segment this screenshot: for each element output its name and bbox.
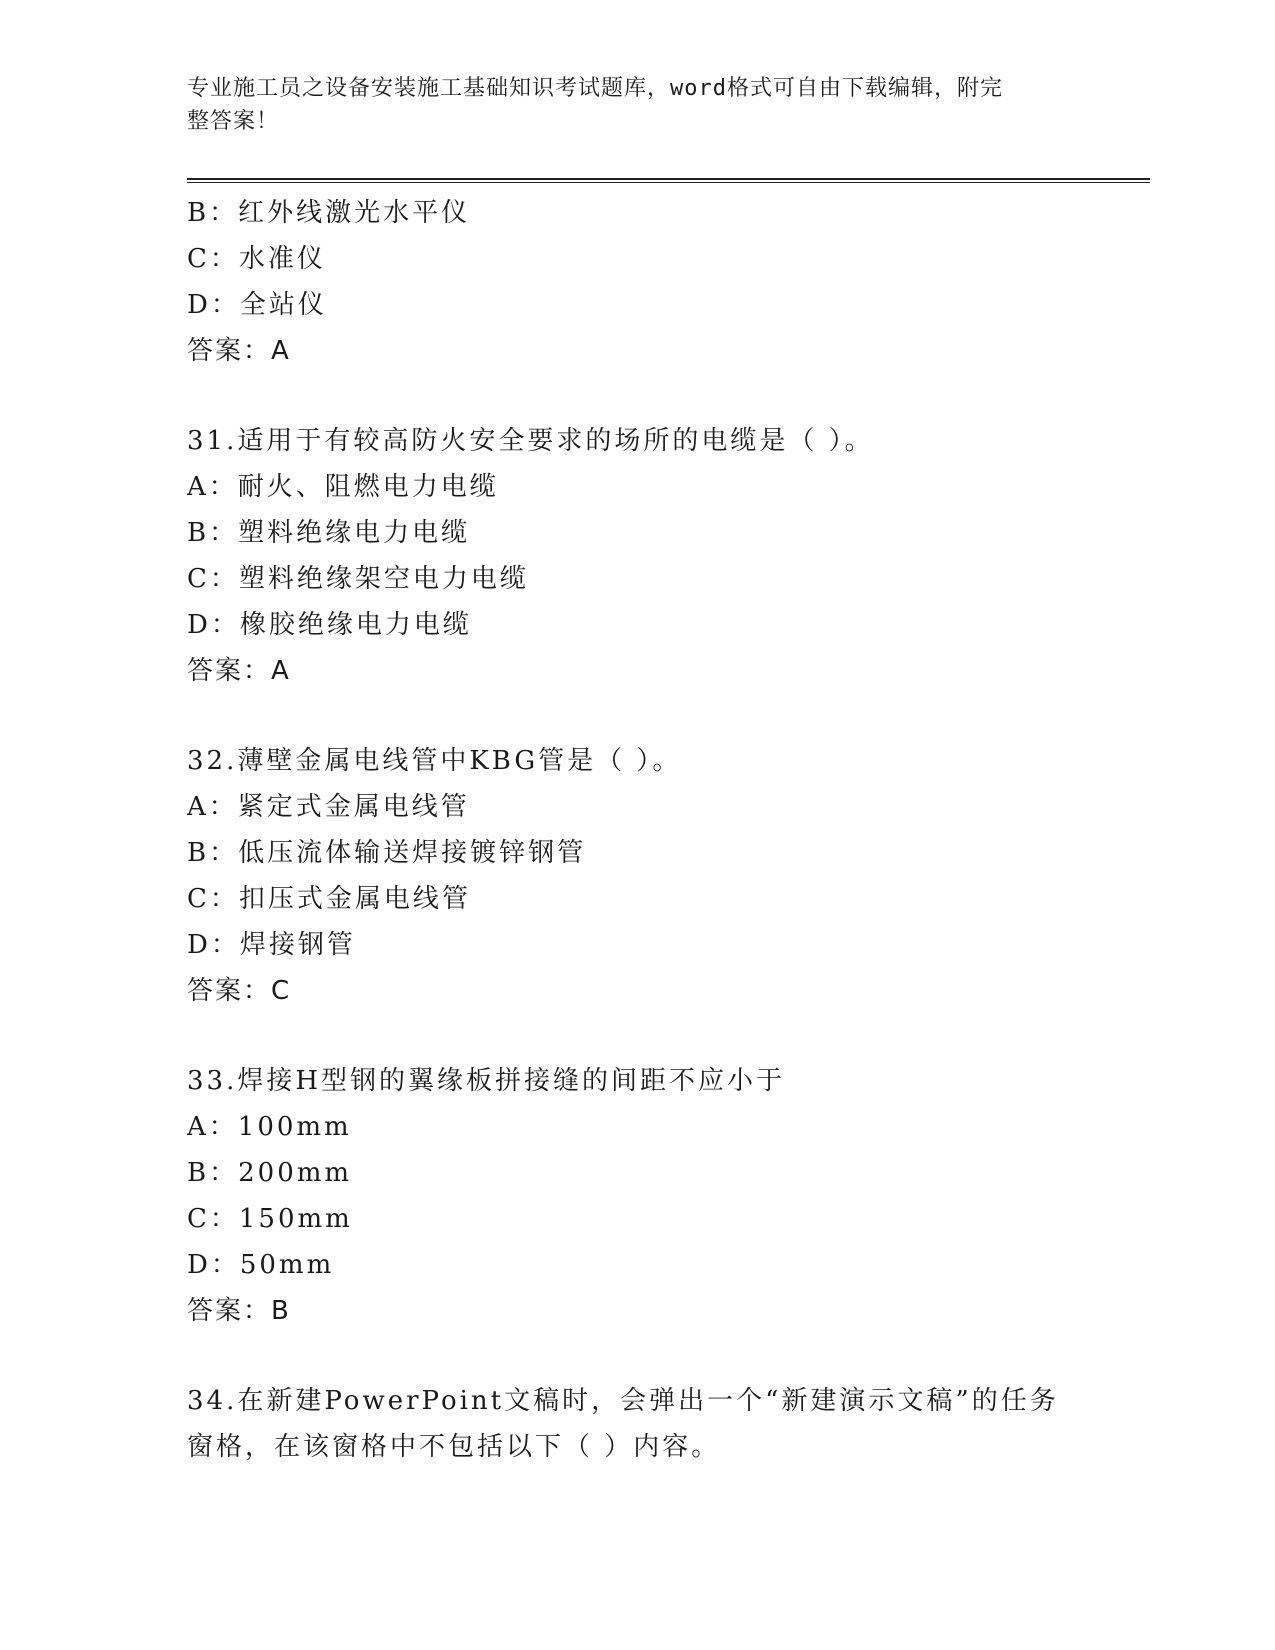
question-30-tail bbox=[187, 190, 1087, 374]
header-line-2: 整答案！ bbox=[187, 109, 280, 134]
option-b: B：红外线激光水平仪 bbox=[187, 198, 471, 228]
answer: 答案：A bbox=[187, 336, 291, 366]
option-c: C：塑料绝缘架空电力电缆 bbox=[187, 564, 529, 594]
option-d: D：橡胶绝缘电力电缆 bbox=[187, 610, 472, 640]
option-d: D：全站仪 bbox=[187, 290, 327, 320]
option-c: C：150mm bbox=[187, 1204, 353, 1234]
option-d: D：焊接钢管 bbox=[187, 930, 356, 960]
option-a: A：紧定式金属电线管 bbox=[187, 792, 470, 822]
option-d: D：50mm bbox=[187, 1250, 335, 1280]
question-stem: 32.薄壁金属电线管中KBG管是（ ）。 bbox=[187, 746, 682, 776]
option-b: B：低压流体输送焊接镀锌钢管 bbox=[187, 838, 587, 868]
option-c: C：扣压式金属电线管 bbox=[187, 884, 471, 914]
option-c: C：水准仪 bbox=[187, 244, 326, 274]
question-stem: 33.焊接H型钢的翼缘板拼接缝的间距不应小于 bbox=[187, 1066, 786, 1096]
question-stem-line-2: 窗格，在该窗格中不包括以下（ ）内容。 bbox=[187, 1432, 721, 1462]
answer: 答案：A bbox=[187, 656, 291, 686]
question-31 bbox=[187, 418, 1087, 694]
question-list bbox=[187, 190, 1087, 1470]
question-33 bbox=[187, 1058, 1087, 1334]
answer: 答案：C bbox=[187, 976, 292, 1006]
question-32 bbox=[187, 738, 1087, 1014]
header-line-1: 专业施工员之设备安装施工基础知识考试题库，word格式可自由下载编辑，附完 bbox=[187, 76, 1003, 101]
option-a: A：耐火、阻燃电力电缆 bbox=[187, 472, 499, 502]
question-stem-line-1: 34.在新建PowerPoint文稿时，会弹出一个“新建演示文稿”的任务 bbox=[187, 1386, 1059, 1416]
question-34 bbox=[187, 1378, 1087, 1470]
option-b: B：200mm bbox=[187, 1158, 353, 1188]
answer: 答案：B bbox=[187, 1296, 291, 1326]
header-divider bbox=[187, 178, 1150, 183]
document-header bbox=[187, 72, 1067, 138]
question-stem: 31.适用于有较高防火安全要求的场所的电缆是（ ）。 bbox=[187, 426, 874, 456]
option-b: B：塑料绝缘电力电缆 bbox=[187, 518, 471, 548]
option-a: A：100mm bbox=[187, 1112, 352, 1142]
